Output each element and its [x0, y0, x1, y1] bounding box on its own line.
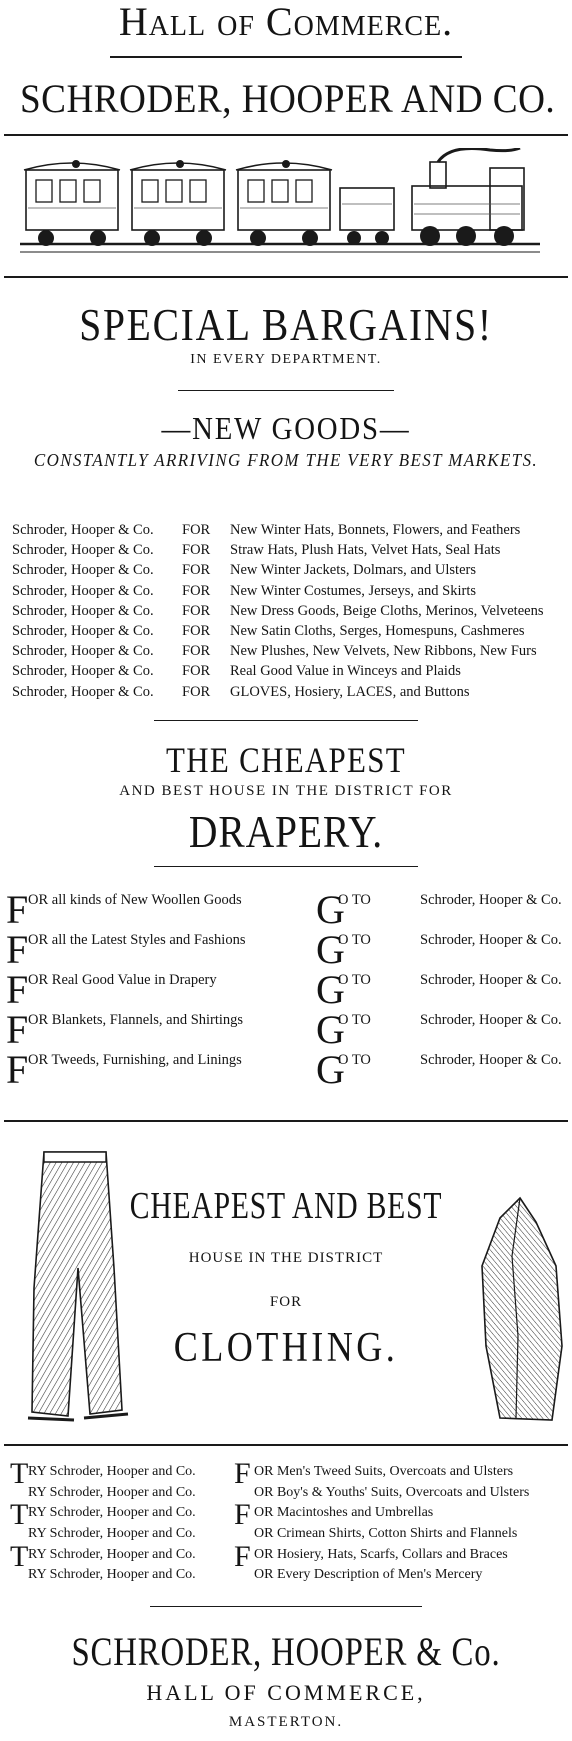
list-item [12, 581, 572, 601]
markets-line: CONSTANTLY ARRIVING FROM THE VERY BEST MARKETS. [33, 450, 539, 470]
initial-f: F [6, 887, 29, 932]
list-goods: GLOVES, Hosiery, LACES, and Buttons [230, 683, 470, 700]
train-illustration [20, 148, 540, 266]
list-item [6, 1047, 572, 1092]
divider [178, 390, 394, 391]
try-list [8, 1457, 572, 1586]
clothing-goods: OR Boy's & Youths' Suits, Overcoats and Ulsters [254, 1484, 530, 1500]
initial-g: G [316, 927, 345, 972]
divider [154, 866, 418, 867]
initial-f: F [6, 967, 29, 1012]
destination: Schroder, Hooper & Co. [420, 1012, 562, 1028]
go-to-list [6, 887, 572, 1092]
destination: Schroder, Hooper & Co. [420, 972, 562, 988]
list-goods: New Satin Cloths, Serges, Homespuns, Cashmeres [230, 622, 525, 639]
list-item [12, 661, 572, 681]
hall-title: Hall of Commerce. [118, 0, 454, 44]
list-firm: Schroder, Hooper & Co. [12, 582, 154, 599]
list-item [12, 621, 572, 641]
footer-firm-name: SCHRODER, HOOPER & Co. [71, 1629, 501, 1674]
initial-t: T [10, 1539, 29, 1573]
list-for: FOR [182, 643, 211, 660]
goods-text: OR all the Latest Styles and Fashions [28, 932, 246, 948]
list-item [6, 967, 572, 1012]
list-for: FOR [182, 542, 211, 559]
list-goods: New Dress Goods, Beige Cloths, Merinos, Velveteens [230, 602, 544, 619]
list-for: FOR [182, 683, 211, 700]
list-item [8, 1498, 572, 1532]
list-item [6, 927, 572, 972]
try-text: RY Schroder, Hooper and Co. [28, 1484, 196, 1500]
list-item [12, 540, 572, 560]
list-firm: Schroder, Hooper & Co. [12, 683, 154, 700]
list-item [8, 1483, 572, 1504]
divider [4, 276, 568, 278]
list-item [12, 682, 572, 702]
list-goods: Straw Hats, Plush Hats, Velvet Hats, Seal Hats [230, 542, 501, 559]
list-for: FOR [182, 602, 211, 619]
go-to-text: O TO [338, 892, 371, 908]
list-item [12, 520, 572, 540]
list-firm: Schroder, Hooper & Co. [12, 643, 154, 660]
list-item [8, 1539, 572, 1573]
list-goods: New Plushes, New Velvets, New Ribbons, New Furs [230, 643, 537, 660]
special-bargains-headline: SPECIAL BARGAINS! [79, 299, 493, 350]
destination: Schroder, Hooper & Co. [420, 932, 562, 948]
list-item [8, 1457, 572, 1490]
clothing-goods: OR Macintoshes and Umbrellas [254, 1505, 434, 1521]
initial-f: F [6, 927, 29, 972]
go-to-text: O TO [338, 932, 371, 948]
list-item [12, 560, 572, 580]
list-goods: New Winter Jackets, Dolmars, and Ulsters [230, 562, 476, 579]
every-department: IN EVERY DEPARTMENT. [190, 352, 382, 367]
divider [154, 720, 418, 721]
goods-text: OR all kinds of New Woollen Goods [28, 892, 242, 908]
for-list [12, 520, 572, 702]
go-to-text: O TO [338, 972, 371, 988]
try-text: RY Schroder, Hooper and Co. [28, 1464, 196, 1479]
drapery-heading: DRAPERY. [188, 806, 384, 857]
new-goods-heading: —NEW GOODS— [161, 410, 411, 446]
best-house-line: AND BEST HOUSE IN THE DISTRICT FOR [119, 783, 453, 799]
try-text: RY Schroder, Hooper and Co. [28, 1567, 196, 1583]
list-item [6, 887, 572, 932]
list-firm: Schroder, Hooper & Co. [12, 622, 154, 639]
clothing-heading: CLOTHING. [173, 1325, 399, 1371]
initial-t: T [10, 1457, 29, 1490]
go-to-text: O TO [338, 1012, 371, 1028]
list-item [6, 1007, 572, 1052]
goods-text: OR Blankets, Flannels, and Shirtings [28, 1012, 244, 1028]
list-goods: New Winter Hats, Bonnets, Flowers, and Feathers [230, 522, 521, 538]
list-goods: New Winter Costumes, Jerseys, and Skirts [230, 582, 477, 599]
go-to-text: O TO [338, 1052, 371, 1068]
list-item [8, 1524, 572, 1545]
destination: Schroder, Hooper & Co. [420, 1052, 562, 1068]
divider [4, 1120, 568, 1122]
initial-g: G [316, 1047, 345, 1092]
initial-t: T [10, 1498, 29, 1532]
for-line: FOR [269, 1294, 303, 1310]
list-for: FOR [182, 582, 211, 599]
try-text: RY Schroder, Hooper and Co. [28, 1546, 196, 1562]
list-firm: Schroder, Hooper & Co. [12, 663, 154, 680]
clothing-goods: OR Every Description of Men's Mercery [254, 1567, 483, 1583]
initial-f: F [6, 1047, 29, 1092]
divider [4, 1444, 568, 1446]
goods-text: OR Tweeds, Furnishing, and Linings [28, 1052, 242, 1068]
list-for: FOR [182, 622, 211, 639]
clothing-goods: OR Hosiery, Hats, Scarfs, Collars and Braces [254, 1546, 508, 1562]
initial-f: F [6, 1007, 29, 1052]
clothing-goods: OR Crimean Shirts, Cotton Shirts and Flannels [254, 1526, 518, 1542]
list-for: FOR [182, 522, 211, 538]
try-text: RY Schroder, Hooper and Co. [28, 1526, 196, 1542]
list-for: FOR [182, 562, 211, 579]
cheapest-heading: THE CHEAPEST [166, 740, 406, 780]
list-firm: Schroder, Hooper & Co. [12, 562, 154, 579]
initial-f: F [234, 1539, 251, 1573]
list-firm: Schroder, Hooper & Co. [12, 602, 154, 619]
divider [4, 134, 568, 136]
list-item [12, 601, 572, 621]
divider [110, 56, 462, 58]
footer-town: MASTERTON. [228, 1714, 344, 1730]
clothing-goods: OR Men's Tweed Suits, Overcoats and Ulsters [254, 1464, 514, 1479]
destination: Schroder, Hooper & Co. [420, 892, 562, 908]
house-line: HOUSE IN THE DISTRICT [188, 1250, 384, 1266]
firm-name: SCHRODER, HOOPER AND CO. [20, 76, 556, 121]
initial-g: G [316, 887, 345, 932]
initial-g: G [316, 1007, 345, 1052]
footer-hall: HALL OF COMMERCE, [146, 1680, 426, 1705]
initial-g: G [316, 967, 345, 1012]
list-goods: Real Good Value in Winceys and Plaids [230, 663, 461, 680]
initial-f: F [234, 1457, 251, 1490]
clothing-cheapest-heading: CHEAPEST AND BEST [129, 1185, 443, 1227]
initial-f: F [234, 1498, 251, 1532]
goods-text: OR Real Good Value in Drapery [28, 972, 217, 988]
list-item [12, 641, 572, 661]
list-item [8, 1565, 572, 1586]
list-for: FOR [182, 663, 211, 680]
try-text: RY Schroder, Hooper and Co. [28, 1505, 196, 1521]
divider [150, 1606, 422, 1607]
list-firm: Schroder, Hooper & Co. [12, 542, 154, 559]
list-firm: Schroder, Hooper & Co. [12, 522, 154, 538]
